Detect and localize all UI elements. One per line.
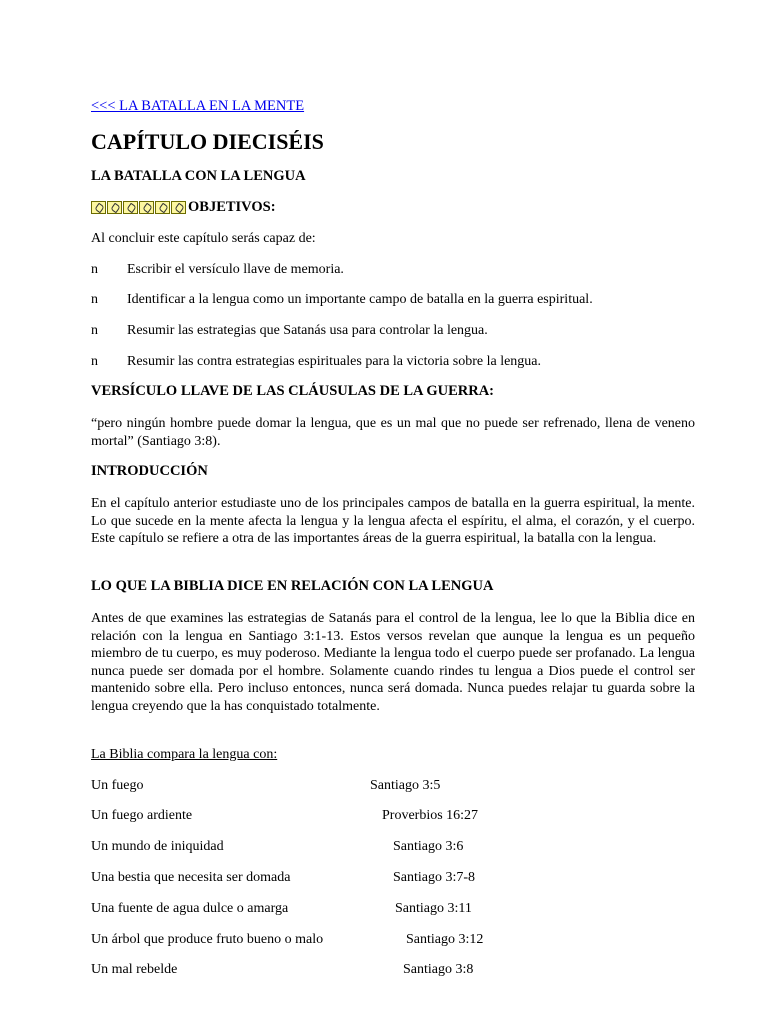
objectives-intro: Al concluir este capítulo serás capaz de: xyxy=(91,231,316,246)
pen-icon xyxy=(171,201,186,214)
back-link[interactable]: <<< LA BATALLA EN LA MENTE xyxy=(91,98,305,114)
pen-icon xyxy=(123,201,138,214)
list-item: Identificar a la lengua como un importante campo de batalla en la guerra espiritual. xyxy=(127,292,593,307)
comparison-ref: Proverbios 16:27 xyxy=(382,808,479,823)
introduction-text: En el capítulo anterior estudiaste uno de los principales campos de batalla en la guerra espiritual, la mente. Lo que sucede en la mente afecta la lengua y la lengua afecta el espíritu, el alma, el corazón, y el cuerpo. Este capítulo se refiere a otra de las importantes áreas de la guerra espiritual, la batalla con la lengua. xyxy=(91,496,695,546)
comparison-label: Un mal rebelde xyxy=(91,962,178,977)
bible-section-text: Antes de que examines las estrategias de Satanás para el control de la lengua, lee lo que la Biblia dice en relación con la lengua en Santiago 3:1-13. Estos versos revelan que aunque la lengua es un pequeño miembro de tu cuerpo, es muy poderoso. Mediante la lengua todo el cuerpo puede ser profanado. La lengua nunca puede ser domada por el hombre. Solamente cuando rindes tu lengua a Dios puede el control ser mantenido sobre ella. Pero incluso entonces, nunca será domada. Nunca puedes relajar tu guarda sobre la lengua creyendo que la has conquistado totalmente. xyxy=(91,611,695,714)
chapter-subtitle: LA BATALLA CON LA LENGUA xyxy=(91,168,306,184)
comparison-ref: Santiago 3:6 xyxy=(393,839,464,854)
compare-heading: La Biblia compara la lengua con: xyxy=(91,747,278,762)
comparison-label: Un árbol que produce fruto bueno o malo xyxy=(91,932,324,947)
comparison-ref: Santiago 3:11 xyxy=(395,901,472,916)
comparison-label: Un fuego xyxy=(91,778,144,793)
pen-icon xyxy=(139,201,154,214)
bullet-marker: n xyxy=(91,354,98,369)
list-item: Resumir las contra estrategias espirituales para la victoria sobre la lengua. xyxy=(127,354,542,369)
bullet-marker: n xyxy=(91,292,98,307)
bullet-marker: n xyxy=(91,262,98,277)
comparison-ref: Santiago 3:12 xyxy=(406,932,484,947)
comparison-label: Un fuego ardiente xyxy=(91,808,193,823)
comparison-ref: Santiago 3:7-8 xyxy=(393,870,476,885)
comparison-label: Una bestia que necesita ser domada xyxy=(91,870,291,885)
key-verse-text: “pero ningún hombre puede domar la lengua, que es un mal que no puede ser refrenado, llena de veneno mortal” (Santiago 3:8). xyxy=(91,416,695,449)
comparison-ref: Santiago 3:8 xyxy=(403,962,474,977)
comparison-label: Un mundo de iniquidad xyxy=(91,839,224,854)
bullet-marker: n xyxy=(91,323,98,338)
chapter-title: CAPÍTULO DIECISÉIS xyxy=(91,129,324,154)
introduction-heading: INTRODUCCIÓN xyxy=(91,463,208,479)
key-verse-heading: VERSÍCULO LLAVE DE LAS CLÁUSULAS DE LA GUERRA: xyxy=(91,383,495,399)
pen-icon xyxy=(155,201,170,214)
comparison-ref: Santiago 3:5 xyxy=(370,778,441,793)
list-item: Resumir las estrategias que Satanás usa para controlar la lengua. xyxy=(127,323,488,338)
objectives-heading-row xyxy=(91,199,276,216)
bible-section-heading: LO QUE LA BIBLIA DICE EN RELACIÓN CON LA LENGUA xyxy=(91,578,494,594)
pen-icon xyxy=(107,201,122,214)
comparison-label: Una fuente de agua dulce o amarga xyxy=(91,901,289,916)
objectives-heading: OBJETIVOS: xyxy=(188,199,276,215)
pen-icon xyxy=(91,201,106,214)
list-item: Escribir el versículo llave de memoria. xyxy=(127,262,344,277)
pen-icons xyxy=(91,201,187,214)
